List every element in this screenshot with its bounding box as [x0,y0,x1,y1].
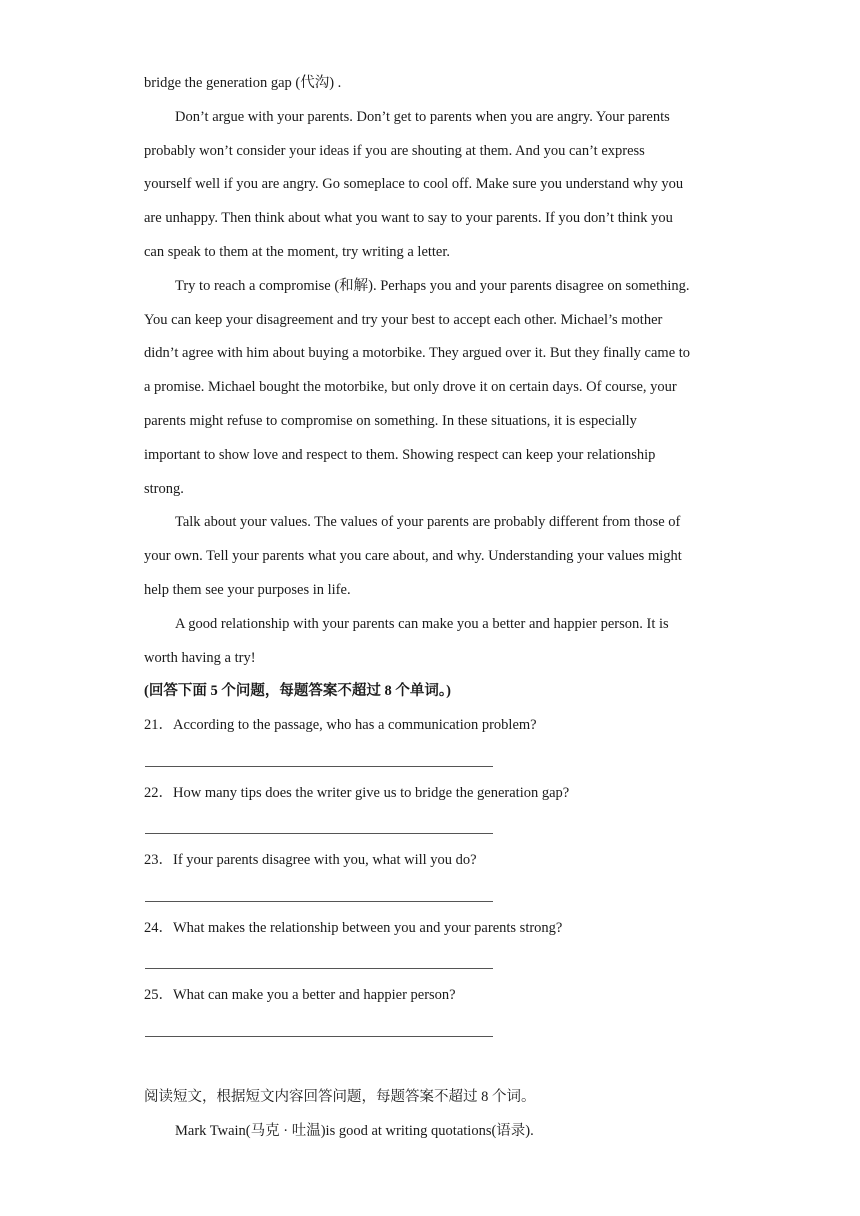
passage-line: Don’t argue with your parents. Don’t get to parents when you are angry. Your parents [175,109,670,125]
passage-line: A good relationship with your parents can make you a better and happier person. It is [175,616,669,632]
answer-line-22[interactable] [145,833,493,834]
question-number: 25． [144,987,173,1003]
passage-line: can speak to them at the moment, try writing a letter. [144,244,451,260]
question-25 [144,985,456,1005]
question-text: According to the passage, who has a communication problem? [173,717,537,733]
instruction-text: (回答下面 5 个问题，每题答案不超过 8 个单词。) [144,683,451,699]
question-21 [144,715,537,735]
question-24 [144,918,562,938]
passage-line: strong. [144,481,184,497]
passage-line: parents might refuse to compromise on something. In these situations, it is especially [144,413,637,429]
question-text: If your parents disagree with you, what will you do? [173,852,477,868]
passage-line: You can keep your disagreement and try your best to accept each other. Michael’s mother [144,312,663,328]
passage-line: probably won’t consider your ideas if you are shouting at them. And you can’t express [144,143,645,159]
question-text: What can make you a better and happier person? [173,987,456,1003]
passage-line: a promise. Michael bought the motorbike, but only drove it on certain days. Of course, your [144,379,677,395]
question-number: 23． [144,852,173,868]
passage-line: your own. Tell your parents what you care about, and why. Understanding your values might [144,548,682,564]
answer-line-21[interactable] [145,766,493,767]
passage-line: Mark Twain(马克 · 吐温)is good at writing quotations(语录). [175,1123,534,1139]
passage-line: worth having a try! [144,650,256,666]
question-number: 24． [144,920,173,936]
passage-line: help them see your purposes in life. [144,582,351,598]
passage-line: important to show love and respect to them. Showing respect can keep your relationship [144,447,656,463]
passage-line: Try to reach a compromise (和解). Perhaps you and your parents disagree on something. [175,278,690,294]
answer-line-25[interactable] [145,1036,493,1037]
answer-line-24[interactable] [145,968,493,969]
passage-line: bridge the generation gap (代沟) . [144,75,342,91]
question-text: How many tips does the writer give us to bridge the generation gap? [173,785,570,801]
passage-line: are unhappy. Then think about what you want to say to your parents. If you don’t think you [144,210,673,226]
answer-line-23[interactable] [145,901,493,902]
question-text: What makes the relationship between you and your parents strong? [173,920,563,936]
passage-line: Talk about your values. The values of your parents are probably different from those of [175,514,681,530]
question-23 [144,850,477,870]
question-number: 21． [144,717,173,733]
passage-line: yourself well if you are angry. Go someplace to cool off. Make sure you understand why you [144,176,684,192]
passage-line: didn’t agree with him about buying a motorbike. They argued over it. But they finally came to [144,345,691,361]
question-number: 22． [144,785,173,801]
section-instruction: 阅读短文，根据短文内容回答问题，每题答案不超过 8 个词。 [144,1089,536,1105]
question-22 [144,783,569,803]
